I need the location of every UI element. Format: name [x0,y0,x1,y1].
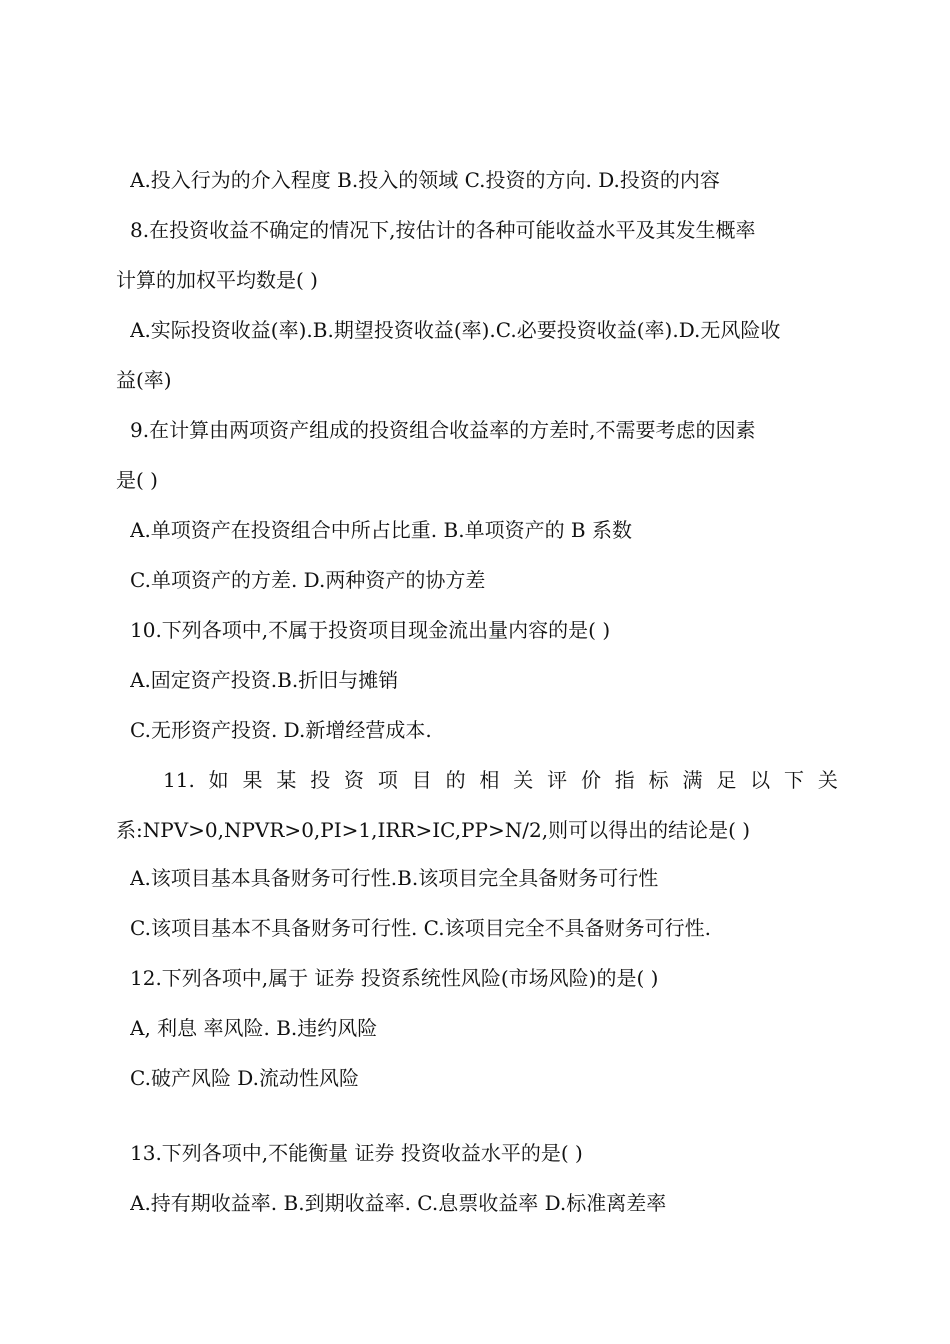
q10-stem: 10.下列各项中,不属于投资项目现金流出量内容的是( ) [130,618,611,642]
q10-options-line2: C.无形资产投资. D.新增经营成本. [130,718,432,742]
q8-stem-line2: 计算的加权平均数是( ) [116,268,318,292]
q11-word: 满 [682,768,703,792]
q11-word: 下 [784,768,804,792]
q12-stem: 12.下列各项中,属于 证券 投资系统性风险(市场风险)的是( ) [130,966,659,990]
q12-options-line2: C.破产风险 D.流动性风险 [130,1066,359,1090]
q11-options-line1: A.该项目基本具备财务可行性.B.该项目完全具备财务可行性 [130,866,659,890]
q11-word: 价 [580,768,601,792]
q8-stem-line1: 8.在投资收益不确定的情况下,按估计的各种可能收益水平及其发生概率 [130,218,756,242]
q11-stem-line1 [163,766,838,794]
q13-options: A.持有期收益率. B.到期收益率. C.息票收益率 D.标准离差率 [130,1191,667,1215]
q12-options-line1: A, 利息 率风险. B.违约风险 [130,1016,378,1040]
q11-word: 指 [614,768,635,792]
q11-word: 关 [513,768,534,792]
q11-word: 某 [276,768,297,792]
q11-word: 评 [547,768,568,792]
q11-word: 目 [411,768,432,792]
q11-stem-line2: 系:NPV>0,NPVR>0,PI>1,IRR>IC,PP>N/2,则可以得出的结论是( ) [116,818,751,842]
q11-word: 11. [163,768,195,792]
q9-options-line1: A.单项资产在投资组合中所占比重. B.单项资产的 B 系数 [130,518,632,542]
q11-word: 关 [817,768,838,792]
q11-word: 投 [310,768,331,792]
q11-word: 足 [716,768,737,792]
q11-word: 标 [648,768,669,792]
q11-word: 以 [750,768,771,792]
q11-word: 的 [445,768,466,792]
q10-options-line1: A.固定资产投资.B.折旧与摊销 [130,668,399,692]
q9-options-line2: C.单项资产的方差. D.两种资产的协方差 [130,568,486,592]
q11-word: 如 [208,768,229,792]
q11-options-line2: C.该项目基本不具备财务可行性. C.该项目完全不具备财务可行性. [130,916,711,940]
q11-word: 项 [377,768,398,792]
q11-word: 果 [242,768,263,792]
q8-options-line1: A.实际投资收益(率).B.期望投资收益(率).C.必要投资收益(率).D.无风险收 [130,318,781,342]
q11-word: 资 [344,768,365,792]
q8-options-line2: 益(率) [116,368,172,392]
q9-stem-line2: 是( ) [116,468,158,492]
q13-stem: 13.下列各项中,不能衡量 证券 投资收益水平的是( ) [130,1141,583,1165]
q11-word: 相 [479,768,500,792]
q7-options: A.投入行为的介入程度 B.投入的领域 C.投资的方向. D.投资的内容 [130,168,720,192]
q9-stem-line1: 9.在计算由两项资产组成的投资组合收益率的方差时,不需要考虑的因素 [130,418,756,442]
